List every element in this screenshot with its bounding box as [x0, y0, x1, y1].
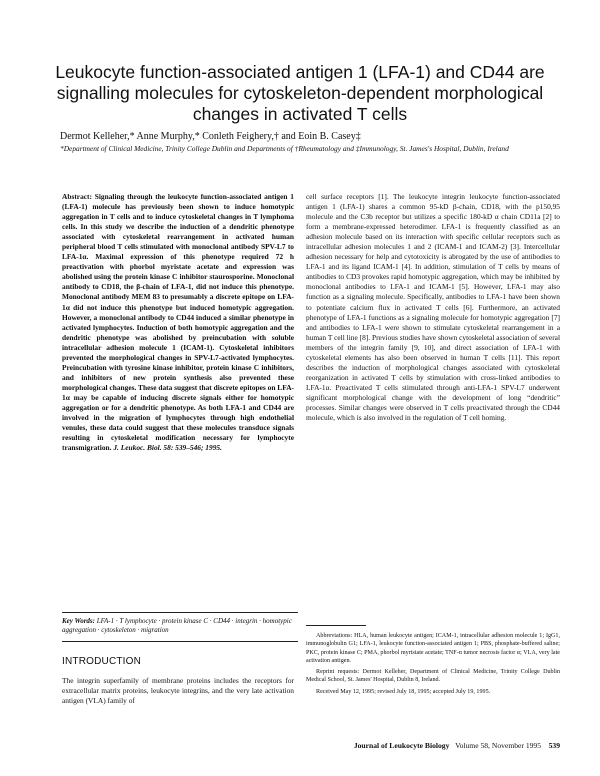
volume: Volume 58,	[455, 741, 490, 750]
author-list: Dermot Kelleher,* Anne Murphy,* Conleth Feighery,† and Eoin B. Casey‡	[60, 131, 361, 142]
abstract-label: Abstract:	[62, 192, 92, 201]
footnotes	[306, 632, 560, 699]
page-number: 539	[548, 741, 560, 750]
section-heading-introduction: INTRODUCTION	[62, 656, 142, 667]
footnote-rule	[306, 625, 366, 626]
page-footer	[306, 741, 560, 750]
footnote-reprints: Reprint requests: Dermot Kelleher, Department of Clinical Medicine, Trinity College Dublin Medical School, St. James' Hospital, Dublin 8, Ireland.	[306, 669, 560, 684]
article-title: Leukocyte function-associated antigen 1 (LFA-1) and CD44 are signalling molecules for cytoskeleton-dependent morphological changes in activated T cells	[55, 62, 545, 124]
keywords-label: Key Words:	[62, 617, 95, 625]
footnote-abbreviations: Abbreviations: HLA, human leukocyte antigen; ICAM-1, intracellular adhesion molecule 1; IgG1, immunoglobulin G1; LFA-1, leukocyte function-associated antigen 1; PBS, phosphate-buffered saline; PKC, protein kinase C; PMA, phorbol myristate acetate; TNF-α tumor necrosis factor α; VLA, very late activation antigen.	[306, 633, 560, 664]
footnote-received: Received May 12, 1995; revised July 18, 1995; accepted July 19, 1995.	[316, 688, 491, 695]
body-text-right-column: cell surface receptors [1]. The leukocyte integrin leukocyte function-associated antigen 1 (LFA-1) shares a common 95-kD β-chain, CD18, with the p150,95 molecule and the C3b receptor but utilizes a specific 180-kD α chain CD11a [2] to form a membrane-expressed heterodimer. LFA-1 is frequently classified as an adhesion molecule based on its interaction with specific cellular receptors such as intracellular adhesion molecules 1 and 2 (ICAM-1 and ICAM-2) [3]. Intercellular adhesion necessary for help and cytotoxicity is abrogated by the use of antibodies to LFA-1 and its ligand ICAM-1 [4]. In addition, stimulation of T cells by means of antibodies to CD3 provokes rapid homotypic aggregation, which may be inhibited by monoclonal antibodies to LFA-1 and ICAM-1 [5]. However, LFA-1 may also function as a signaling molecule. Specifically, antibodies to LFA-1 have been shown to potentiate calcium flux in activated T cells [6]. Furthermore, an activated phenotype of LFA-1 functions as a signaling molecule for homotypic aggregation [7] and antibodies to LFA-1 were shown to stimulate cytoskeletal rearrangement in a human T cell line [8]. Previous studies have shown cytoskeletal association of several members of the integrin family [9, 10], and direct association of LFA-1 with cytoskeletal elements has also been observed in human T cells [11]. This report describes the induction of morphological changes associated with cytoskeletal reorganization in activated T cells by stimulation with cross-linked antibodies to LFA-1α. Preactivated T cells stimulated through anti-LFA-1 SPV-L7 underwent significant morphological change with the development of long “dendritic” processes. Similar changes were observed in T cells preactivated through the CD44 molecule, which is also involved in the regulation of T cell homing.	[306, 192, 560, 423]
abstract-text: Signaling through the leukocyte function-associated antigen 1 (LFA-1) molecule has previously been shown to induce homotypic aggregation in T cells and to induce cytoskeletal changes in T lymphoma cells. In this study we describe the induction of a dendritic phenotype associated with cytoskeletal rearrangement in activated human peripheral blood T cells stimulated with monoclonal antibody SPV-L7 to LFA-1α. Maximal expression of this phenotype required 72 h preactivation with phorbol myristate acetate and expression was abolished using the protein kinase C inhibitor staurosporine. Monoclonal antibody to CD18, the β-chain of LFA-1, did not induce this phenotype. Monoclonal antibody MEM 83 to presumably a discrete epitope on LFA-1α did not induce this phenotype but induced homotypic aggregation. However, a monoclonal antibody to CD44 induced a similar phenotype in activated lymphocytes. Induction of both homotypic aggregation and the dendritic phenotype was abolished by preincubation with soluble intracellular adhesion molecule 1 (ICAM-1). Cytoskeletal inhibitors prevented the morphological changes in SPV-L7-activated lymphocytes. Preincubation with tyrosine kinase inhibitor, protein kinase C inhibitors, and inhibitors of new protein synthesis also prevented these morphological changes. These data suggest that discrete epitopes on LFA-1α may be capable of inducing discrete signals either for homotypic aggregation or for a dendritic phenotype. As both LFA-1 and CD44 are involved in the migration of lymphocytes through high endothelial venules, these data could suggest that these molecules transduce signals resulting in cytoskeletal modification necessary for lymphocyte transmigration.	[62, 192, 294, 453]
keywords-bottom-rule	[62, 641, 298, 642]
keywords	[62, 617, 297, 635]
issue-date: November 1995	[491, 741, 542, 750]
abstract-citation: J. Leukoc. Biol. 58: 539–546; 1995.	[113, 443, 222, 453]
introduction-text: The integrin superfamily of membrane proteins includes the receptors for extracellular matrix proteins, leukocyte integrins, and the very late activation antigen (VLA) family of	[62, 676, 294, 706]
abstract	[62, 192, 294, 453]
affiliation: *Department of Clinical Medicine, Trinity College Dublin and Departments of †Rheumatology and ‡Immunology, St. James's Hospital, Dublin, Ireland	[60, 144, 509, 153]
journal-name: Journal of Leukocyte Biology	[353, 741, 450, 750]
keywords-top-rule	[62, 612, 298, 613]
keywords-text: LFA-1 · T lymphocyte · protein kinase C · CD44 · integrin · homotypic aggregation · cytoskeleton · migration	[62, 617, 292, 634]
